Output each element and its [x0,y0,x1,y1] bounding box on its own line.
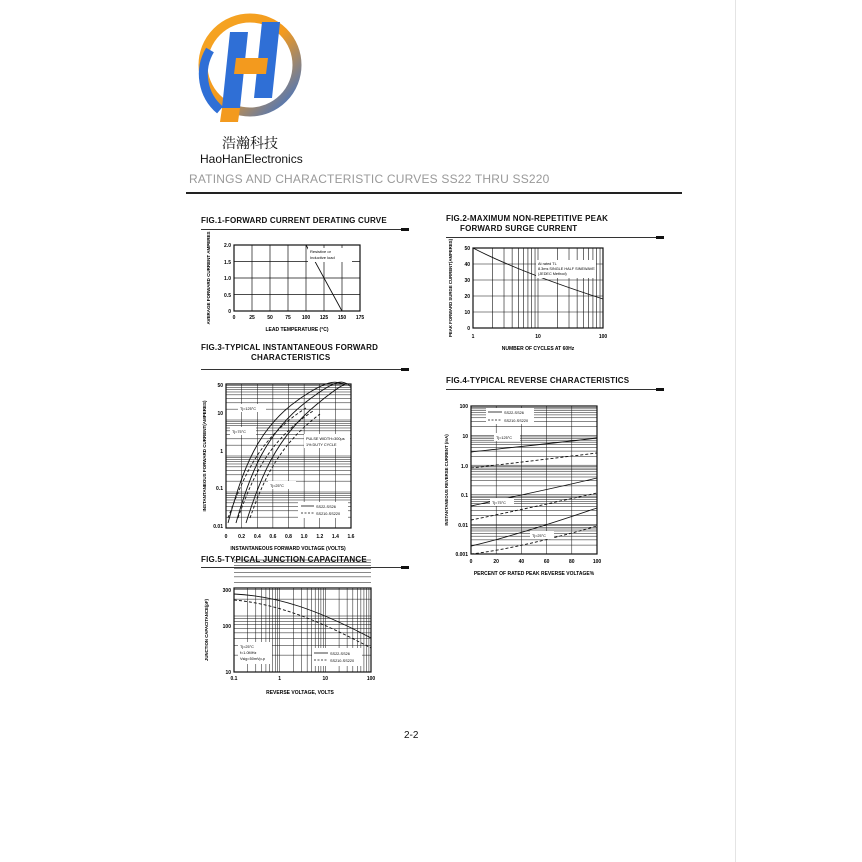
fig2-xtick: 100 [598,334,608,340]
fig1-ytick: 1.0 [224,276,231,282]
fig3-title: FIG.3-TYPICAL INSTANTANEOUS FORWARD CHARACTERISTICS [201,343,379,362]
fig3-xtick: 1.2 [316,534,324,540]
fig4-rule [446,389,664,390]
fig1-rule [201,229,409,230]
fig3-xtick: 1.0 [300,534,308,540]
fig3-label-75: Tj=75°C [232,430,246,434]
header-rule [186,192,682,194]
fig4-curve-75 [471,478,597,506]
fig2-ytick: 40 [464,262,470,268]
fig4-title: FIG.4-TYPICAL REVERSE CHARACTERISTICS [446,376,630,385]
fig3-xtick: 0.8 [285,534,292,540]
fig2-ytick: 10 [464,310,470,316]
fig5-ytick: 10 [225,670,231,676]
fig5-xlabel: REVERSE VOLTAGE, VOLTS [266,690,334,696]
fig1-xlabel: LEAD TEMPERATURE (°C) [265,327,329,333]
fig4-curve-125-hv [471,453,597,468]
fig2-rule [446,237,664,238]
fig3-xtick: 0.6 [269,534,277,540]
fig3-xlabel: INSTANTANEOUS FORWARD VOLTAGE (VOLTS) [230,546,346,552]
fig4-ytick: 0.001 [455,552,468,558]
fig4-label-75: Tj=75°C [492,501,506,505]
fig4-xtick: 0 [469,559,473,565]
fig3-label-125: Tj=125°C [240,407,256,411]
fig2-note3: (JEDEC Method) [538,272,567,276]
fig3-ytick: 0.01 [213,524,223,530]
fig3-pulse1: PULSE WIDTH=300μs [306,437,345,441]
fig4-label-25: Tj=25°C [532,534,546,538]
fig4-xtick: 20 [493,559,499,565]
fig3-xtick: 0.2 [238,534,246,540]
fig1-xtick: 50 [267,315,273,321]
fig3-xtick: 1.4 [331,534,339,540]
fig5-note1: Tj=25°C [240,645,254,649]
fig5-xtick: 0.1 [230,676,238,682]
fig3-legend-2: SS210-SS220 [316,512,341,516]
brand-name-cn: 浩瀚科技 [222,136,278,152]
fig5-title: FIG.5-TYPICAL JUNCTION CAPACITANCE [201,555,367,564]
fig5-chart [198,582,378,698]
fig3-ytick: 50 [217,383,223,389]
fig2-title: FIG.2-MAXIMUM NON-REPETITIVE PEAK FORWARD SURGE CURRENT [446,214,609,233]
fig4-chart [446,398,606,578]
page-edge [735,0,736,862]
fig2-note1: At rated TL [538,262,557,266]
fig5-note3: Vsig=50mVp-p [240,657,266,661]
fig3-xtick: 0 [224,534,228,540]
fig5-rule [201,567,409,568]
fig4-xtick: 40 [518,559,525,565]
fig4-ytick: 100 [459,404,468,410]
fig4-xtick: 60 [543,559,550,565]
page-number: 2-2 [404,730,419,741]
fig5-legend-2: SS210-SS220 [330,659,355,663]
haohan-logo [200,10,300,125]
fig2-xlabel: NUMBER OF CYCLES AT 60Hz [501,346,575,352]
fig5-note2: f=1.0MHz [240,651,257,655]
fig1-ytick: 0.5 [224,293,231,299]
fig2-ytick: 50 [464,246,470,252]
fig2-ytick: 30 [464,278,470,284]
fig3-ytick: 10 [217,411,223,417]
fig1-note2: Inductive load [310,255,335,260]
fig5-ytick: 300 [222,588,231,594]
fig3-curve-125-hv [228,408,306,518]
fig1-chart [200,231,375,338]
fig4-ylabel: INSTANTANEOUS REVERSE CURRENT (mA) [444,434,449,526]
fig4-legend-2: SS210-SS220 [504,419,529,423]
fig3-legend-1: SS22-SS26 [316,505,336,509]
fig3-rule [201,369,409,370]
fig1-note1: Resistive or [310,249,331,254]
fig3-curve-125 [228,382,348,523]
fig1-ytick: 0 [228,309,231,315]
fig3-ylabel: INSTANTANEOUS FORWARD CURRENT(AMPERES) [202,400,207,512]
brand-name-en: HaoHanElectronics [200,152,303,166]
fig5-xtick: 10 [322,676,329,682]
fig4-xlabel: PERCENT OF RATED PEAK REVERSE VOLTAGE% [473,571,595,577]
fig5-legend-1: SS22-SS26 [330,652,350,656]
fig1-xtick: 75 [285,315,291,321]
fig2-xtick: 1 [471,334,475,340]
fig3-ytick: 1 [220,449,223,455]
fig3-chart [198,378,360,556]
fig3-xtick: 1.6 [347,534,355,540]
fig5-xtick: 100 [366,676,376,682]
fig1-title: FIG.1-FORWARD CURRENT DERATING CURVE [201,216,387,225]
fig4-legend-1: SS22-SS26 [504,411,524,415]
fig1-xtick: 150 [337,315,347,321]
fig2-xtick: 10 [535,334,541,340]
fig2-ytick: 0 [467,326,470,332]
fig1-xtick: 100 [301,315,311,321]
fig4-ytick: 1.0 [461,464,468,470]
fig4-curve-25 [471,508,597,546]
fig3-xtick: 0.4 [253,534,261,540]
fig1-xtick: 125 [319,315,329,321]
fig5-ylabel: JUNCTION CAPACITANCE(pF) [204,599,209,661]
fig4-xtick: 100 [592,559,602,565]
fig2-chart [440,238,610,354]
fig1-ytick: 1.5 [224,260,231,266]
fig4-ytick: 0.1 [461,493,468,499]
fig1-xtick: 175 [355,315,365,321]
fig4-ytick: 10 [462,434,468,440]
fig1-ylabel: AVERAGE FORWARD CURRENT AMPERES [206,231,211,325]
fig3-ytick: 0.1 [216,486,223,492]
fig4-label-125: Tj=125°C [496,436,512,440]
fig4-ytick: 0.01 [458,523,468,529]
fig3-label-25: Tj=25°C [270,484,284,488]
fig1-xtick: 25 [249,315,255,321]
fig2-ytick: 20 [464,294,470,300]
fig3-pulse2: 1% DUTY CYCLE [306,443,337,447]
fig2-note2: 8.3ms SINGLE HALF SINEWAVE [538,267,595,271]
document-title: RATINGS AND CHARACTERISTIC CURVES SS22 THRU SS220 [189,172,550,186]
logo-letter: H [250,20,251,21]
fig1-xtick: 0 [232,315,236,321]
fig5-ytick: 100 [222,624,231,630]
fig2-ylabel: PEAK FORWARD SURGE CURRENT(AMPERES) [448,238,453,338]
fig4-xtick: 80 [569,559,575,565]
fig1-ytick: 2.0 [224,243,231,249]
fig5-xtick: 1 [278,676,282,682]
